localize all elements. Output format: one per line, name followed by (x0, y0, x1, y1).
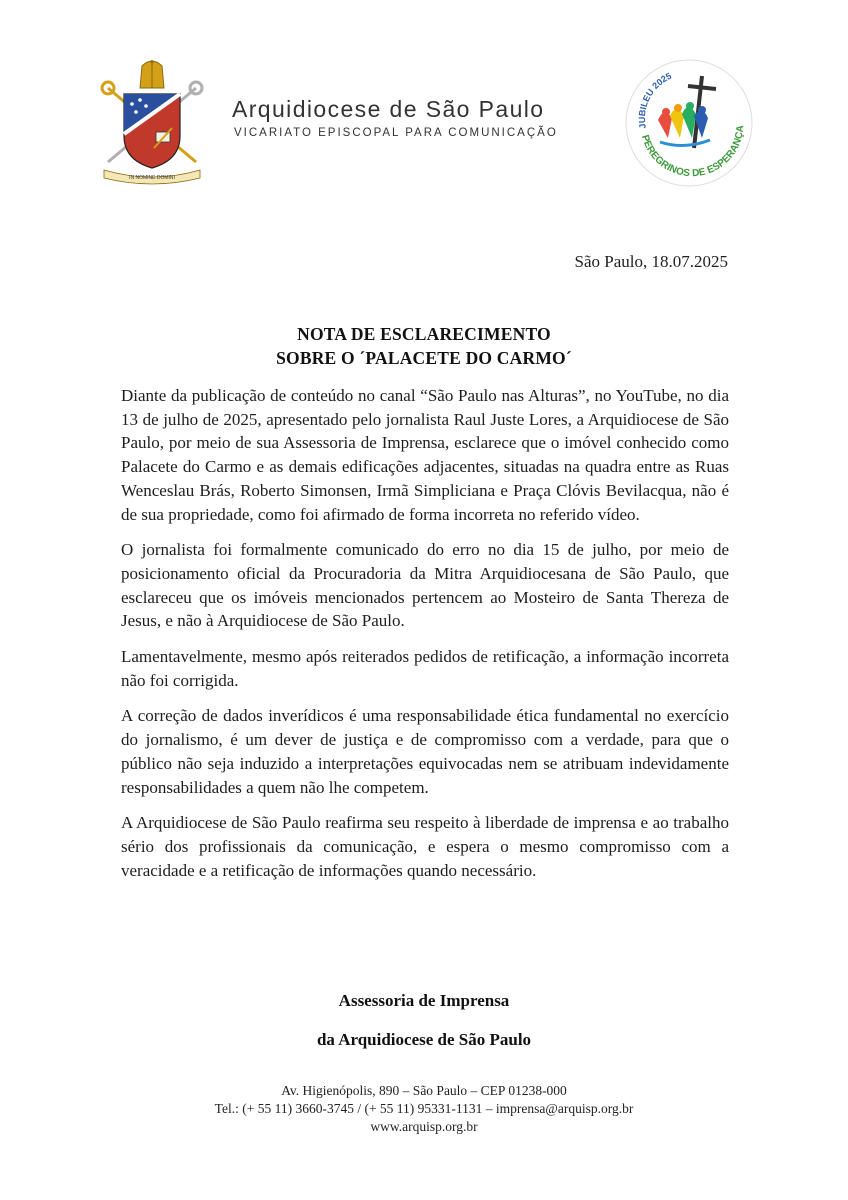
paragraph-2: O jornalista foi formalmente comunicado do erro no dia 15 de julho, por meio de posicionamento oficial da Procuradoria da Mitra Arquidiocesana de São Paulo, que esclareceu que os imóveis mencionados pertencem ao Mosteiro de Santa Thereza de Jesus, e não à Arquidiocese de São Paulo. (121, 540, 729, 631)
document-body (121, 384, 729, 894)
paragraph-1: Diante da publicação de conteúdo no canal “São Paulo nas Alturas”, no YouTube, no dia 13 de julho de 2025, apresentado pelo jornalista Raul Juste Lores, a Arquidiocese de São Paulo, por meio de sua Assessoria de Imprensa, esclarece que o imóvel conhecido como Palacete do Carmo e as demais edificações adjacentes, situadas na quadra entre as Ruas Wenceslau Brás, Roberto Simonsen, Irmã Simpliciana e Praça Clóvis Bevilacqua, não é de sua propriedade, como foi afirmado de forma incorreta no referido vídeo. (121, 386, 729, 524)
paragraph-4: A correção de dados inverídicos é uma responsabilidade ética fundamental no exercício do jornalismo, é um dever de justiça e de compromisso com a verdade, para que o público não seja induzido a interpretações equivocadas nem se atribuam indevidamente responsabilidades a quem não lhe competem. (121, 706, 729, 797)
coat-motto: IN NOMINE DOMINI (129, 175, 175, 181)
footer-website: www.arquisp.org.br (370, 1119, 478, 1134)
archdiocese-coat-of-arms-logo (96, 58, 208, 186)
document-date: São Paulo, 18.07.2025 (574, 252, 728, 271)
organization-subtitle: VICARIATO EPISCOPAL PARA COMUNICAÇÃO (234, 127, 558, 139)
document-subtitle: SOBRE O ´PALACETE DO CARMO´ (276, 348, 572, 368)
jubilee-top-text: JUBILEU 2025 (636, 70, 674, 130)
jubilee-bottom-text: PEREGRINOS DE ESPERANÇA (638, 124, 747, 180)
jubilee-2025-logo (624, 58, 754, 188)
signature-line-2: da Arquidiocese de São Paulo (316, 1030, 532, 1049)
footer-address: Av. Higienópolis, 890 – São Paulo – CEP 01238-000 (281, 1083, 567, 1098)
footer-contacts: Tel.: (+ 55 11) 3660-3745 / (+ 55 11) 95331-1131 – imprensa@arquisp.org.br (214, 1101, 634, 1116)
paragraph-3: Lamentavelmente, mesmo após reiterados pedidos de retificação, a informação incorreta não foi corrigida. (121, 647, 729, 690)
organization-title: Arquidiocese de São Paulo (232, 96, 545, 122)
paragraph-5: A Arquidiocese de São Paulo reafirma seu respeito à liberdade de imprensa e ao trabalho sério dos profissionais da comunicação, e espera o mesmo compromisso com a veracidade e a retificação de informações quando necessário. (121, 813, 729, 880)
signature-line-1: Assessoria de Imprensa (338, 991, 510, 1010)
document-title: NOTA DE ESCLARECIMENTO (297, 324, 551, 344)
